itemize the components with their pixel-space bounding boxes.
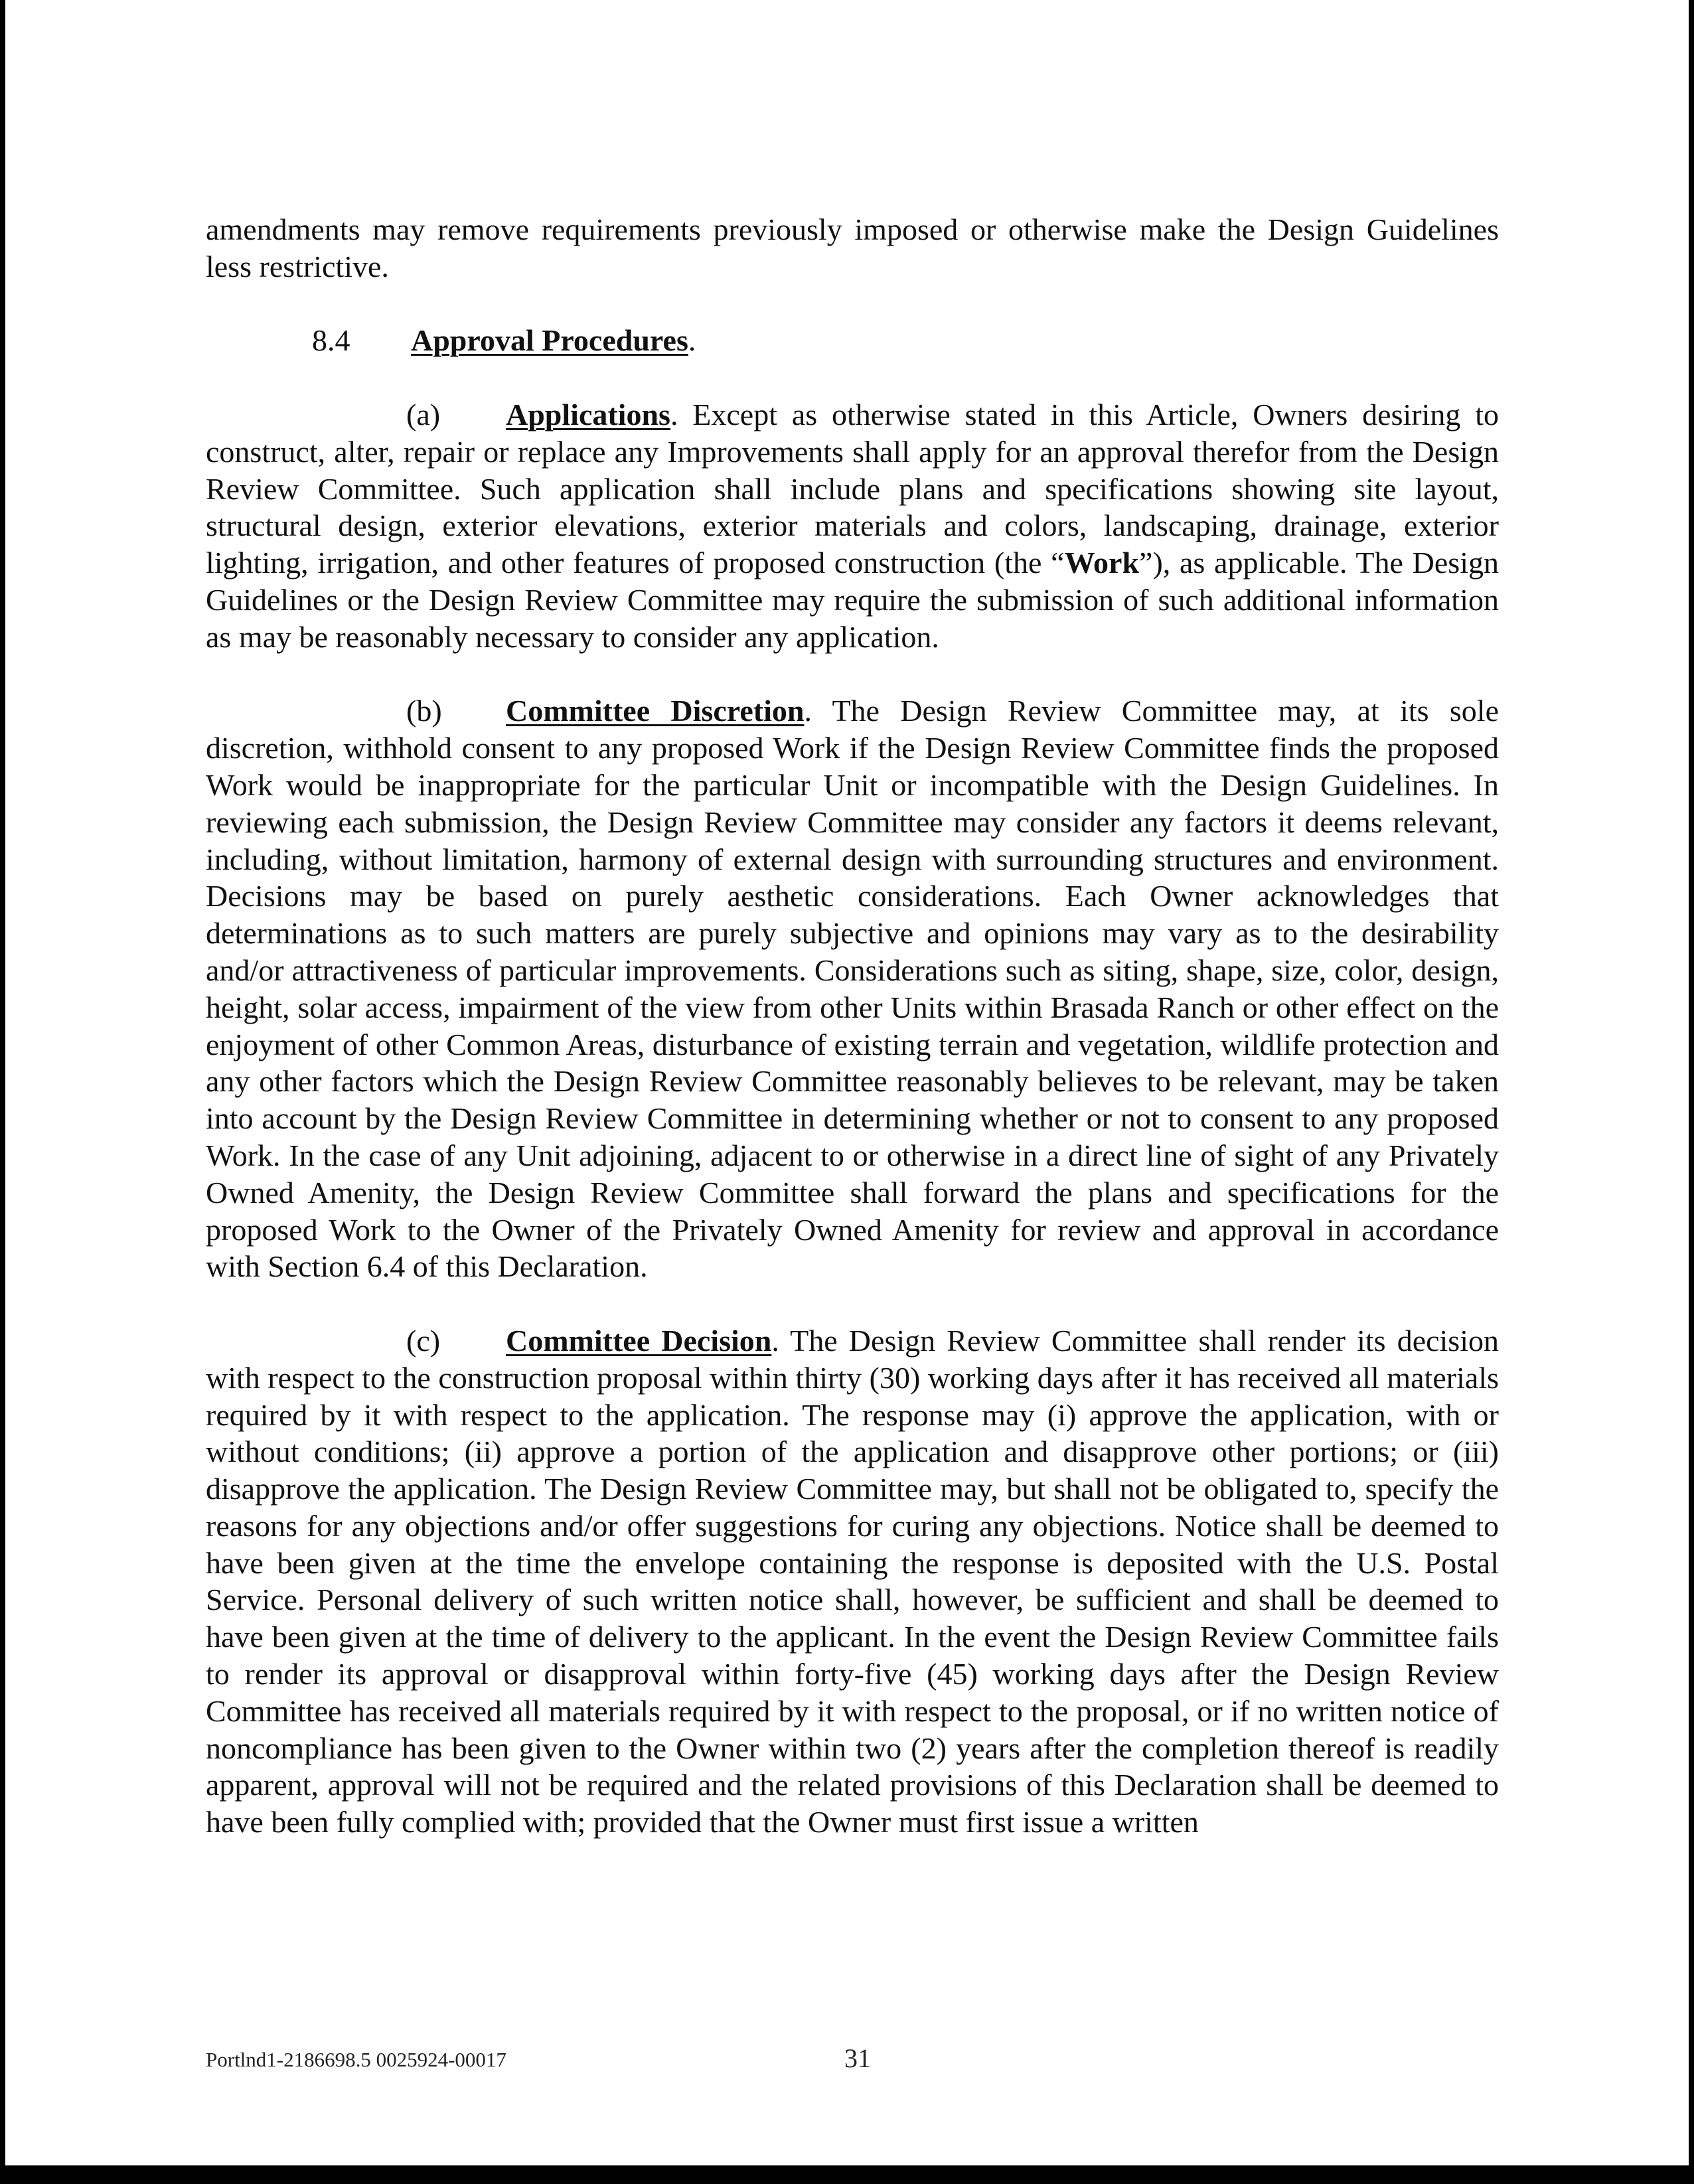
- subsection-c-body: . The Design Review Committee shall render its decision with respect to the construction proposal within thirty (30) working days after it has received all materials required by it with respect to the application. The response may (i) approve the application, with or without conditions; (ii) approve a portion of the application and disapprove other portions; or (iii) disapprove the application. The Design Review Committee may, but shall not be obligated to, specify the reasons for any objections and/or offer suggestions for curing any objections. Notice shall be deemed to have been given at the time the envelope containing the response is deposited with the U.S. Postal Service. Personal delivery of such written notice shall, however, be sufficient and shall be deemed to have been given at the time of delivery to the applicant. In the event the Design Review Committee fails to render its approval or disapproval within forty-five (45) working days after the Design Review Committee has received all materials required by it with respect to the proposal, or if no written notice of noncompliance has been given to the Owner within two (2) years after the completion thereof is readily apparent, approval will not be required and the related provisions of this Declaration shall be deemed to have been fully complied with; provided that the Owner must first issue a written: [206, 1323, 1499, 1839]
- subsection-a: [206, 396, 1499, 656]
- subsection-b-label: (b): [406, 694, 442, 728]
- subsection-b-body: . The Design Review Committee may, at its sole discretion, withhold consent to any proposed Work if the Design Review Committee finds the proposed Work would be inappropriate for the particular Unit or incompatible with the Design Guidelines. In reviewing each submission, the Design Review Committee may consider any factors it deems relevant, including, without limitation, harmony of external design with surrounding structures and environment. Decisions may be based on purely aesthetic considerations. Each Owner acknowledges that determinations as to such matters are purely subjective and opinions may vary as to the desirability and/or attractiveness of particular improvements. Considerations such as siting, shape, size, color, design, height, solar access, impairment of the view from other Units within Brasada Ranch or other effect on the enjoyment of other Common Areas, disturbance of existing terrain and vegetation, wildlife protection and any other factors which the Design Review Committee reasonably believes to be relevant, may be taken into account by the Design Review Committee in determining whether or not to consent to any proposed Work. In the case of any Unit adjoining, adjacent to or otherwise in a direct line of sight of any Privately Owned Amenity, the Design Review Committee shall forward the plans and specifications for the proposed Work to the Owner of the Privately Owned Amenity for review and approval in accordance with Section 6.4 of this Declaration.: [206, 694, 1499, 1284]
- section-number: 8.4: [312, 323, 350, 358]
- document-page: [5, 0, 1689, 2165]
- subsection-b-heading: Committee Discretion: [506, 694, 805, 728]
- section-title: Approval Procedures: [411, 323, 688, 358]
- section-heading: [206, 322, 1499, 359]
- subsection-a-heading: Applications: [506, 397, 670, 431]
- subsection-a-body: . Except as otherwise stated in this Article, Owners desiring to construct, alter, repair or replace any Improvements shall apply for an approval therefor from the Design Review Committee. Such application shall include plans and specifications showing site layout, structural design, exterior elevations, exterior materials and colors, landscaping, drainage, exterior lighting, irrigation, and other features of proposed construction (the “: [206, 397, 1499, 580]
- subsection-a-label: (a): [406, 397, 441, 431]
- continuation-paragraph: amendments may remove requirements previously imposed or otherwise make the Design Guidelines less restrictive.: [206, 212, 1499, 283]
- subsection-c: [206, 1322, 1499, 1841]
- subsection-c-heading: Committee Decision: [506, 1323, 772, 1358]
- document-body: [206, 211, 1499, 1841]
- subsection-c-label: (c): [406, 1323, 441, 1358]
- defined-term-work: Work: [1064, 546, 1140, 580]
- section-title-punctuation: .: [688, 323, 696, 358]
- subsection-b: [206, 692, 1499, 1285]
- page-number: 31: [844, 2043, 871, 2073]
- subsection-a-body-end: ”), as applicable. The Design Guidelines or the Design Review Committee may require the submission of such additional information as may be reasonably necessary to consider any application.: [206, 546, 1499, 654]
- footer-document-id: Portlnd1-2186698.5 0025924-00017: [206, 2048, 506, 2071]
